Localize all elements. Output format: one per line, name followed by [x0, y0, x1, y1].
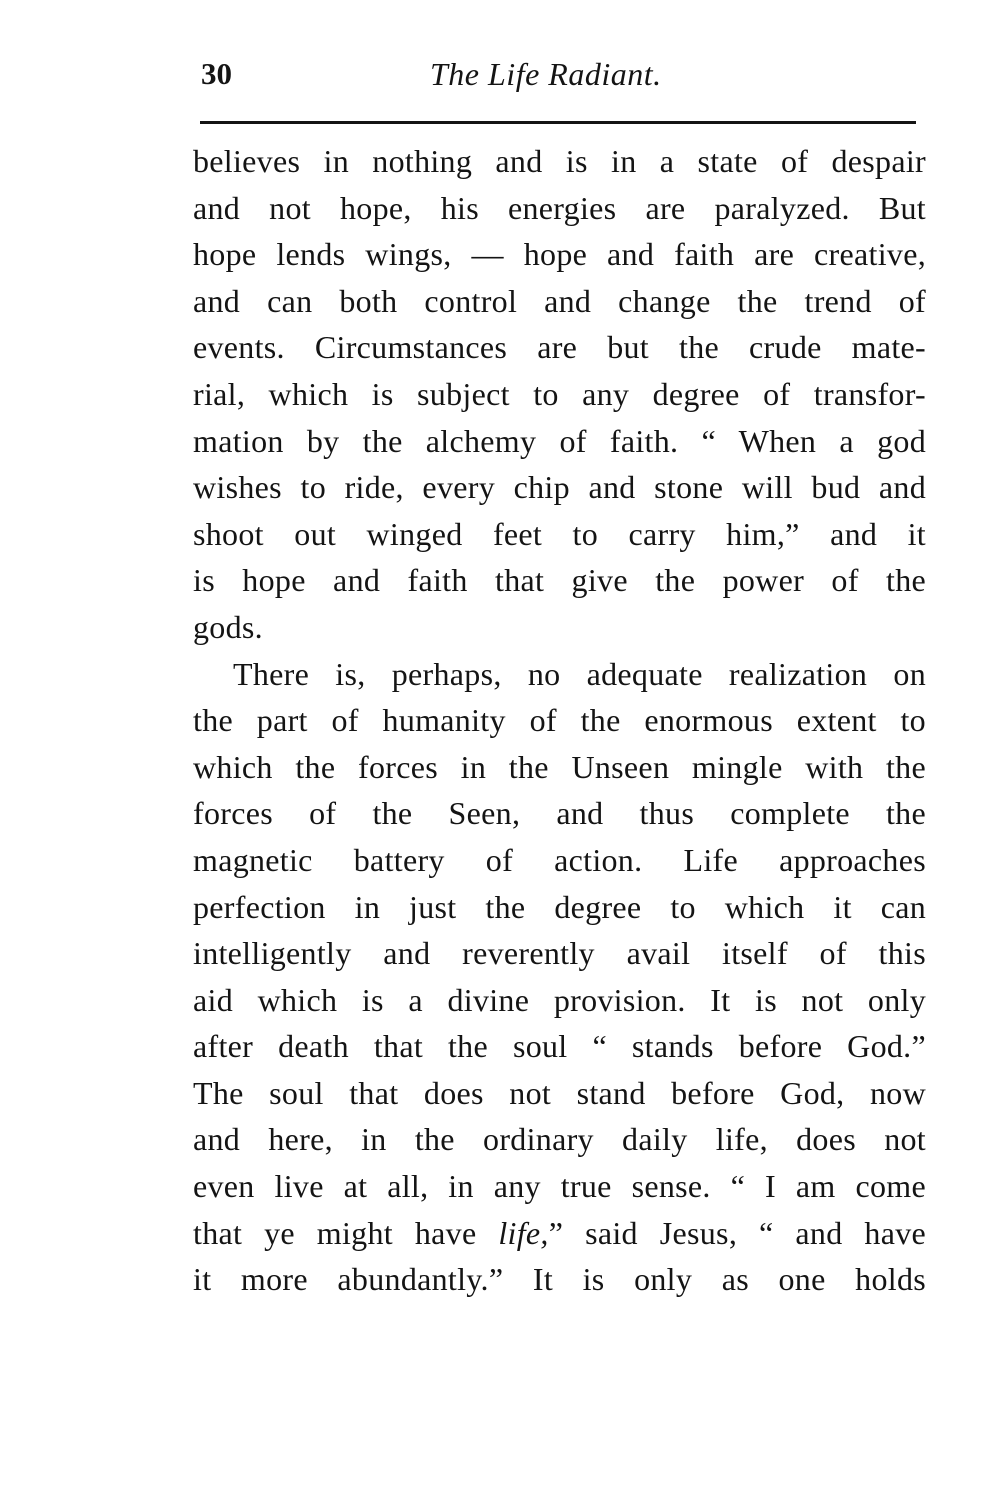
text-line: events. Circumstances are but the crude mate-	[193, 329, 926, 366]
text-line: gods.	[193, 608, 263, 645]
text-line: and not hope, his energies are paralyzed. But	[193, 189, 926, 226]
text-line: hope lends wings, — hope and faith are creative,	[193, 236, 926, 273]
text-line: rial, which is subject to any degree of transfor-	[193, 375, 926, 412]
text-line: aid which is a divine provision. It is not only	[193, 981, 926, 1018]
running-title: The Life Radiant.	[430, 56, 662, 92]
text-line: believes in nothing and is in a state of despair	[193, 143, 926, 179]
text-line: and here, in the ordinary daily life, does not	[193, 1121, 926, 1158]
text-line: it more abundantly.” It is only as one holds	[193, 1261, 926, 1298]
text-fragment: ” said Jesus, “ and have	[548, 1214, 927, 1251]
text-line: even live at all, in any true sense. “ I am come	[193, 1168, 926, 1205]
paragraph-2	[193, 651, 926, 1303]
page-number: 30	[201, 56, 232, 91]
text-line: is hope and faith that give the power of the	[193, 562, 926, 599]
text-line: and can both control and change the trend of	[193, 282, 926, 319]
text-fragment: that ye might have	[193, 1214, 499, 1251]
page-body	[193, 138, 926, 1303]
text-line: forces of the Seen, and thus complete the	[193, 795, 926, 832]
text-line: intelligently and reverently avail itself of this	[193, 935, 926, 972]
header-rule	[200, 121, 916, 124]
paragraph-1	[193, 138, 926, 651]
text-line: perfection in just the degree to which it can	[193, 888, 926, 925]
text-line: There is, perhaps, no adequate realization on	[233, 655, 926, 692]
text-line: after death that the soul “ stands before God.”	[193, 1028, 926, 1065]
text-line: wishes to ride, every chip and stone will bud and	[193, 469, 926, 506]
text-line: which the forces in the Unseen mingle with the	[193, 748, 926, 785]
text-line-with-italic	[193, 1210, 926, 1257]
text-line: shoot out winged feet to carry him,” and it	[193, 515, 926, 552]
text-line: the part of humanity of the enormous extent to	[193, 702, 926, 739]
text-line: magnetic battery of action. Life approaches	[193, 841, 926, 878]
text-line: mation by the alchemy of faith. “ When a god	[193, 422, 926, 459]
italic-word: life,	[498, 1214, 549, 1251]
text-line: The soul that does not stand before God, now	[193, 1074, 926, 1111]
